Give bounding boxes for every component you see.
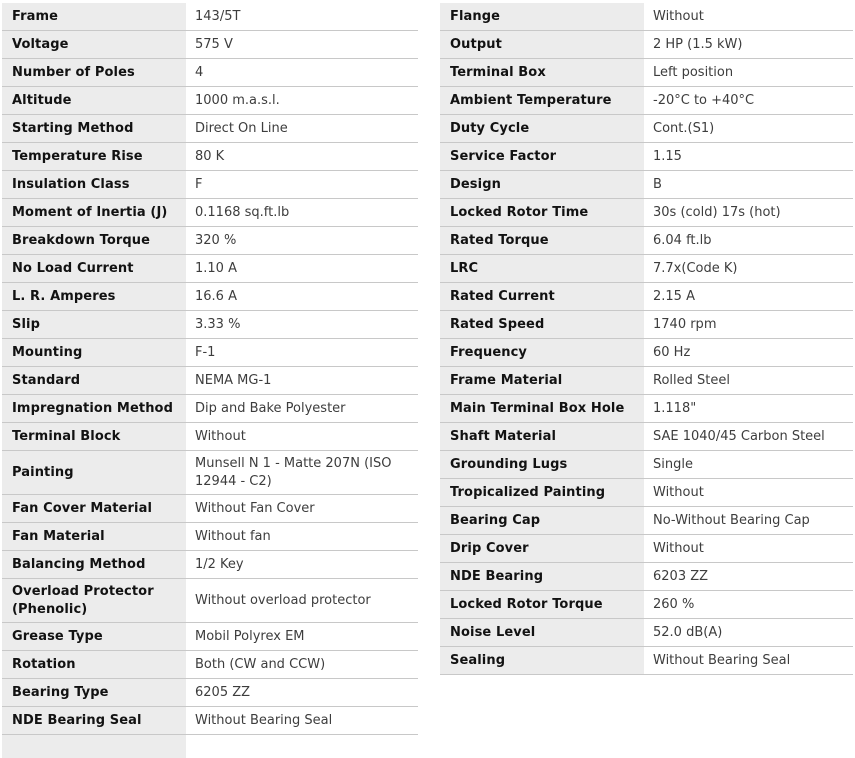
table-row xyxy=(2,339,418,367)
spec-value: B xyxy=(644,171,853,198)
table-row xyxy=(2,31,418,59)
spec-label: Frame xyxy=(2,3,186,30)
spec-label: Main Terminal Box Hole xyxy=(440,395,644,422)
spec-table-right xyxy=(440,3,853,758)
spec-value: Without xyxy=(644,535,853,562)
table-row xyxy=(440,647,853,675)
spec-label: Output xyxy=(440,31,644,58)
spec-value: No-Without Bearing Cap xyxy=(644,507,853,534)
spec-label: Starting Method xyxy=(2,115,186,142)
spec-value xyxy=(186,735,418,758)
spec-label: Rotation xyxy=(2,651,186,678)
table-row xyxy=(2,171,418,199)
spec-value: 80 K xyxy=(186,143,418,170)
table-row xyxy=(440,479,853,507)
spec-value: SAE 1040/45 Carbon Steel xyxy=(644,423,853,450)
table-row xyxy=(440,367,853,395)
spec-value: 0.1168 sq.ft.lb xyxy=(186,199,418,226)
spec-label: NDE Bearing Seal xyxy=(2,707,186,734)
spec-value: 1740 rpm xyxy=(644,311,853,338)
table-row xyxy=(2,651,418,679)
table-row xyxy=(440,227,853,255)
table-row xyxy=(440,311,853,339)
table-row xyxy=(440,395,853,423)
spec-value: 2.15 A xyxy=(644,283,853,310)
spec-label: Standard xyxy=(2,367,186,394)
spec-label: Shaft Material xyxy=(440,423,644,450)
spec-table-left xyxy=(2,3,418,758)
table-row xyxy=(2,551,418,579)
table-row xyxy=(440,143,853,171)
spec-value: Without fan xyxy=(186,523,418,550)
table-row xyxy=(2,423,418,451)
table-row xyxy=(2,3,418,31)
spec-label: L. R. Amperes xyxy=(2,283,186,310)
table-row xyxy=(2,59,418,87)
table-row xyxy=(2,395,418,423)
spec-value: 6.04 ft.lb xyxy=(644,227,853,254)
spec-label: Rated Current xyxy=(440,283,644,310)
spec-label: Insulation Class xyxy=(2,171,186,198)
spec-value: Without Bearing Seal xyxy=(644,647,853,674)
table-row xyxy=(2,227,418,255)
spec-value: Cont.(S1) xyxy=(644,115,853,142)
spec-value: 6205 ZZ xyxy=(186,679,418,706)
spec-label: Altitude xyxy=(2,87,186,114)
spec-value: Single xyxy=(644,451,853,478)
spec-label: LRC xyxy=(440,255,644,282)
table-row xyxy=(2,623,418,651)
spec-label: Terminal Box xyxy=(440,59,644,86)
spec-value: 6203 ZZ xyxy=(644,563,853,590)
spec-value: Dip and Bake Polyester xyxy=(186,395,418,422)
spec-value: 16.6 A xyxy=(186,283,418,310)
spec-label: Sealing xyxy=(440,647,644,674)
spec-label: Fan Material xyxy=(2,523,186,550)
spec-value: Without xyxy=(186,423,418,450)
spec-label: Service Factor xyxy=(440,143,644,170)
spec-label: Frequency xyxy=(440,339,644,366)
table-row xyxy=(440,451,853,479)
table-row xyxy=(2,283,418,311)
spec-label: Mounting xyxy=(2,339,186,366)
spec-value: 1.118" xyxy=(644,395,853,422)
table-row xyxy=(440,591,853,619)
table-row xyxy=(2,367,418,395)
table-row xyxy=(440,59,853,87)
spec-label xyxy=(2,735,186,758)
spec-value: -20°C to +40°C xyxy=(644,87,853,114)
spec-value: Without xyxy=(644,3,853,30)
spec-label: Fan Cover Material xyxy=(2,495,186,522)
spec-label: Terminal Block xyxy=(2,423,186,450)
table-row xyxy=(2,579,418,623)
spec-label: Noise Level xyxy=(440,619,644,646)
spec-value: Munsell N 1 - Matte 207N (ISO 12944 - C2) xyxy=(186,451,418,494)
spec-value: 3.33 % xyxy=(186,311,418,338)
spec-label: Breakdown Torque xyxy=(2,227,186,254)
spec-label: Impregnation Method xyxy=(2,395,186,422)
spec-value: 30s (cold) 17s (hot) xyxy=(644,199,853,226)
spec-label: Voltage xyxy=(2,31,186,58)
spec-label: Tropicalized Painting xyxy=(440,479,644,506)
spec-label: Slip xyxy=(2,311,186,338)
spec-value: NEMA MG-1 xyxy=(186,367,418,394)
spec-label: Drip Cover xyxy=(440,535,644,562)
table-row xyxy=(440,87,853,115)
table-row xyxy=(2,707,418,735)
table-row xyxy=(440,619,853,647)
spec-value: Without Bearing Seal xyxy=(186,707,418,734)
spec-label: Grounding Lugs xyxy=(440,451,644,478)
spec-value: 575 V xyxy=(186,31,418,58)
spec-value: Without Fan Cover xyxy=(186,495,418,522)
spec-value: 143/5T xyxy=(186,3,418,30)
spec-label: Temperature Rise xyxy=(2,143,186,170)
table-row xyxy=(440,283,853,311)
table-row xyxy=(2,495,418,523)
spec-label: Rated Torque xyxy=(440,227,644,254)
spec-value: 1.15 xyxy=(644,143,853,170)
table-row xyxy=(2,255,418,283)
spec-label: NDE Bearing xyxy=(440,563,644,590)
table-row xyxy=(440,171,853,199)
table-row xyxy=(440,507,853,535)
table-row xyxy=(440,3,853,31)
spec-value: Rolled Steel xyxy=(644,367,853,394)
spec-label: Design xyxy=(440,171,644,198)
table-row xyxy=(2,87,418,115)
table-row xyxy=(2,199,418,227)
spec-label: Ambient Temperature xyxy=(440,87,644,114)
spec-value: 52.0 dB(A) xyxy=(644,619,853,646)
spec-label: Locked Rotor Time xyxy=(440,199,644,226)
spec-value: F xyxy=(186,171,418,198)
spec-value: 260 % xyxy=(644,591,853,618)
table-row xyxy=(440,535,853,563)
table-row xyxy=(2,523,418,551)
spec-value: Direct On Line xyxy=(186,115,418,142)
spec-value: Mobil Polyrex EM xyxy=(186,623,418,650)
spec-value: 1000 m.a.s.l. xyxy=(186,87,418,114)
spec-label: Flange xyxy=(440,3,644,30)
spec-value: 4 xyxy=(186,59,418,86)
spec-value: 2 HP (1.5 kW) xyxy=(644,31,853,58)
spec-label: Moment of Inertia (J) xyxy=(2,199,186,226)
spec-label: Painting xyxy=(2,451,186,494)
table-row xyxy=(440,199,853,227)
spec-label: Bearing Cap xyxy=(440,507,644,534)
spec-value: Without overload protector xyxy=(186,579,418,622)
table-row xyxy=(2,115,418,143)
spec-label: Locked Rotor Torque xyxy=(440,591,644,618)
spec-label: Bearing Type xyxy=(2,679,186,706)
spec-label: Duty Cycle xyxy=(440,115,644,142)
spec-label: Overload Protector (Phenolic) xyxy=(2,579,186,622)
table-row xyxy=(440,31,853,59)
table-row xyxy=(2,451,418,495)
spec-label: Number of Poles xyxy=(2,59,186,86)
spec-value: Without xyxy=(644,479,853,506)
table-row xyxy=(2,735,418,758)
spec-label: Frame Material xyxy=(440,367,644,394)
table-row xyxy=(440,423,853,451)
spec-value: F-1 xyxy=(186,339,418,366)
table-row xyxy=(440,115,853,143)
spec-value: 1.10 A xyxy=(186,255,418,282)
spec-value: 1/2 Key xyxy=(186,551,418,578)
spec-label: Balancing Method xyxy=(2,551,186,578)
spec-value: Both (CW and CCW) xyxy=(186,651,418,678)
table-row xyxy=(440,255,853,283)
table-row xyxy=(2,679,418,707)
spec-value: 60 Hz xyxy=(644,339,853,366)
spec-value: 320 % xyxy=(186,227,418,254)
table-row xyxy=(2,311,418,339)
spec-label: Rated Speed xyxy=(440,311,644,338)
table-row xyxy=(440,339,853,367)
table-row xyxy=(2,143,418,171)
spec-label: Grease Type xyxy=(2,623,186,650)
spec-label: No Load Current xyxy=(2,255,186,282)
spec-value: Left position xyxy=(644,59,853,86)
table-row xyxy=(440,563,853,591)
spec-value: 7.7x(Code K) xyxy=(644,255,853,282)
